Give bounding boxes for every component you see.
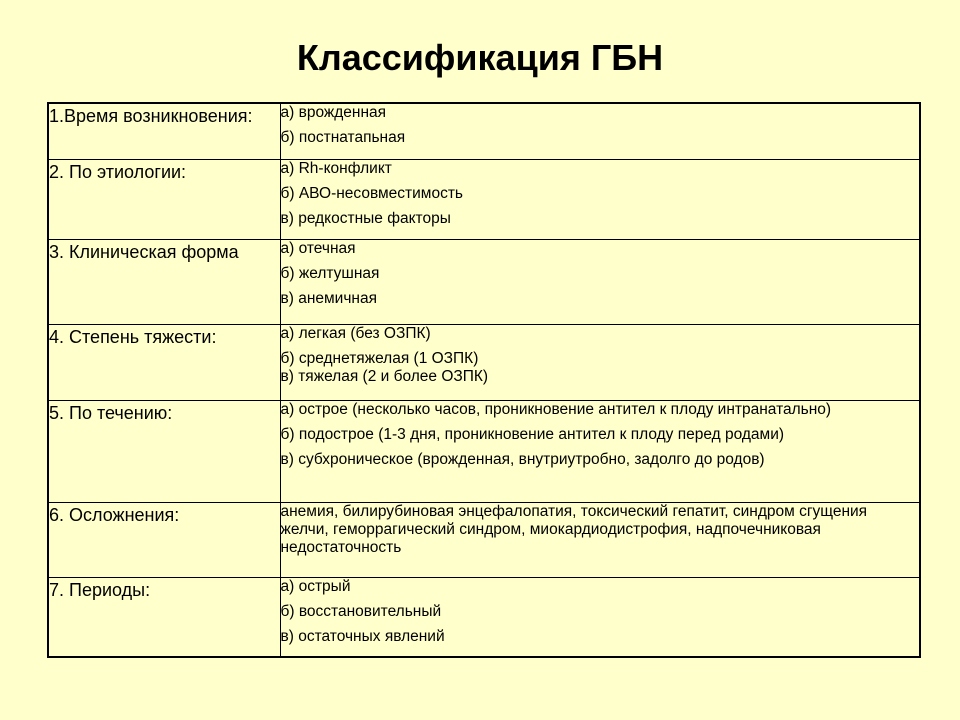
- row-label: 7. Периоды:: [48, 577, 280, 657]
- table-row: [48, 159, 920, 239]
- row-values: [280, 324, 920, 400]
- list-item: б) желтушная: [280, 264, 380, 282]
- table-row: [48, 239, 920, 324]
- row-values: [280, 577, 920, 657]
- table-row: [48, 400, 920, 502]
- table-row: [48, 103, 920, 159]
- table-row: [48, 577, 920, 657]
- list-item: а) врожденная: [280, 104, 387, 121]
- row-label: 6. Осложнения:: [48, 502, 280, 577]
- list-item: б) среднетяжелая (1 ОЗПК): [280, 349, 479, 367]
- row-label: 4. Степень тяжести:: [48, 324, 280, 400]
- list-item: в) редкостные факторы: [280, 209, 451, 227]
- list-item: б) подострое (1-3 дня, проникновение антител к плоду перед родами): [280, 425, 785, 443]
- row-values: [280, 239, 920, 324]
- list-item: в) субхроническое (врожденная, внутриутробно, задолго до родов): [280, 450, 765, 468]
- table-row: [48, 324, 920, 400]
- row-label: 1.Время возникновения:: [48, 103, 280, 159]
- list-item: б) восстановительный: [280, 602, 442, 620]
- list-item: б) постнатапьная: [280, 129, 406, 146]
- page-title: Классификация ГБН: [296, 37, 664, 78]
- row-values: [280, 502, 920, 577]
- row-label: 2. По этиологии:: [48, 159, 280, 239]
- list-item: б) АВО-несовместимость: [280, 184, 463, 202]
- table-row: [48, 502, 920, 577]
- list-item: в) остаточных явлений: [280, 627, 445, 645]
- row-values: [280, 159, 920, 239]
- list-item: а) острый: [280, 577, 351, 595]
- list-item: анемия, билирубиновая энцефалопатия, токсический гепатит, синдром сгущения желчи, геморрагический синдром, миокардиодистрофия, надпочечниковая недостаточность: [280, 502, 868, 556]
- list-item: в) анемичная: [280, 289, 377, 307]
- list-item: в) тяжелая (2 и более ОЗПК): [280, 367, 489, 385]
- list-item: а) острое (несколько часов, проникновение антител к плоду интранатально): [280, 400, 832, 418]
- list-item: а) отечная: [280, 239, 356, 257]
- row-label: 5. По течению:: [48, 400, 280, 502]
- list-item: а) Rh-конфликт: [280, 159, 392, 177]
- list-item: а) легкая (без ОЗПК): [280, 324, 431, 342]
- row-label: 3. Клиническая форма: [48, 239, 280, 324]
- row-values: [280, 103, 920, 159]
- row-values: [280, 400, 920, 502]
- classification-table: [47, 102, 921, 658]
